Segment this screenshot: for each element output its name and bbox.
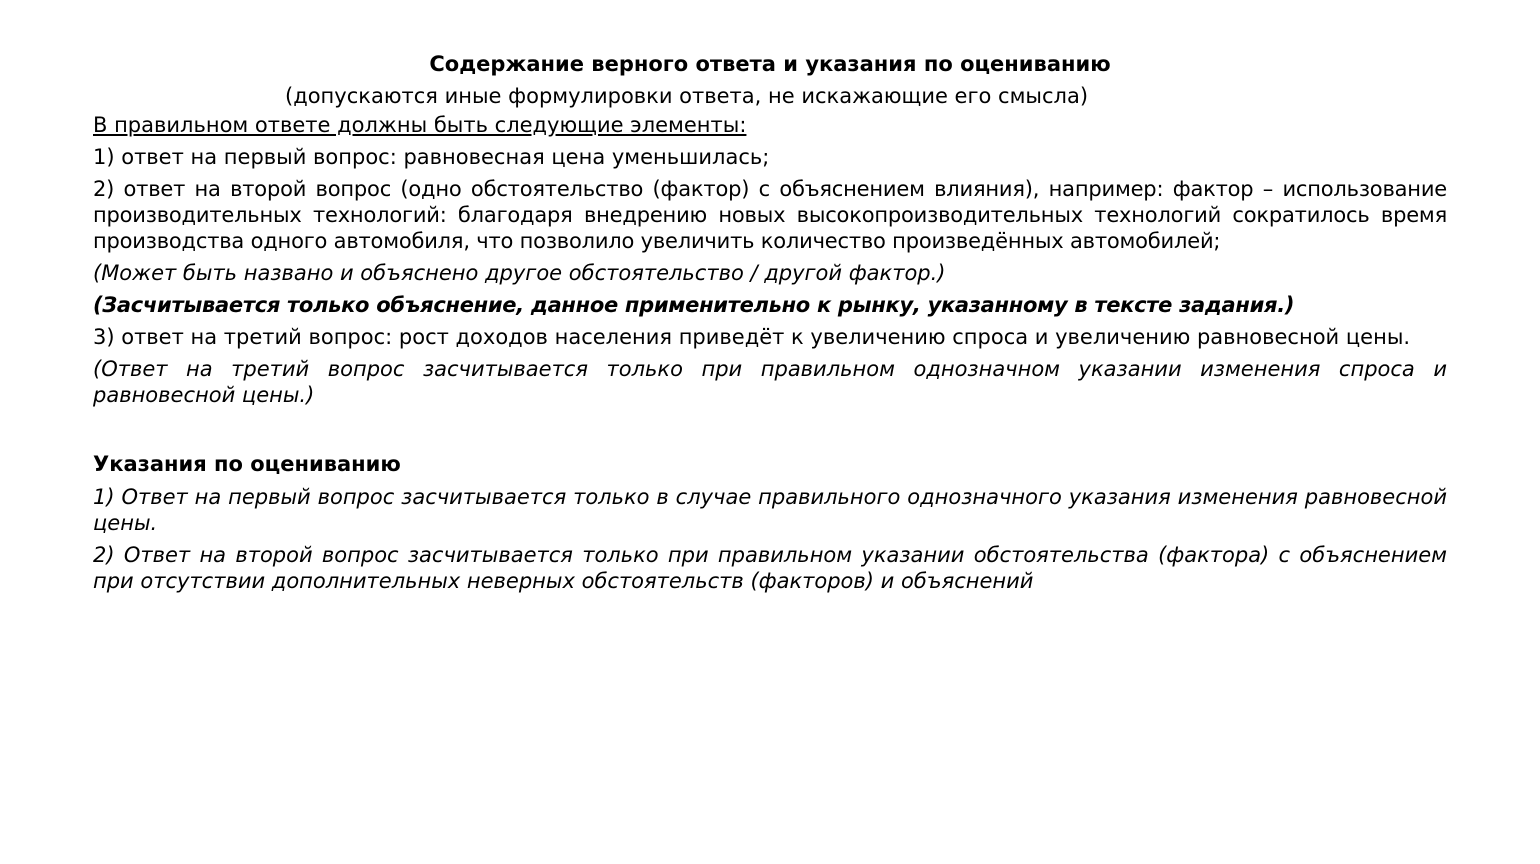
- document-title: Содержание верного ответа и указания по оцениванию: [429, 52, 1111, 76]
- answer-item-1: 1) ответ на первый вопрос: равновесная цена уменьшилась;: [93, 145, 770, 169]
- document-page: [93, 50, 1447, 594]
- grading-rule-2: 2) Ответ на второй вопрос засчитывается только при правильном указании обстоятельства (фактора) с объяснением при отсутствии дополнительных неверных обстоятельств (факторов) и объяснений: [93, 543, 1447, 593]
- grading-rule-1: 1) Ответ на первый вопрос засчитывается только в случае правильного однозначного указания изменения равновесной цены.: [93, 485, 1447, 535]
- answer-item-3: 3) ответ на третий вопрос: рост доходов населения приведёт к увеличению спроса и увеличению равновесной цены.: [93, 325, 1411, 349]
- answer-intro: В правильном ответе должны быть следующие элементы:: [93, 113, 747, 137]
- answer-note-2: (Засчитывается только объяснение, данное применительно к рынку, указанному в тексте задания.): [93, 293, 1295, 317]
- document-subtitle: (допускаются иные формулировки ответа, не искажающие его смысла): [285, 84, 1089, 108]
- answer-note-1: (Может быть названо и объяснено другое обстоятельство / другой фактор.): [93, 261, 946, 285]
- answer-note-3: (Ответ на третий вопрос засчитывается только при правильном однозначном указании изменения спроса и равновесной цены.): [93, 357, 1447, 407]
- answer-item-2: 2) ответ на второй вопрос (одно обстоятельство (фактор) с объяснением влияния), например: фактор – использование производительных технологий: благодаря внедрению новых высокопроизводительных технологий сократилось время производства одного автомобиля, что позволило увеличить количество произведённых автомобилей;: [93, 177, 1447, 253]
- grading-title: Указания по оцениванию: [93, 452, 401, 476]
